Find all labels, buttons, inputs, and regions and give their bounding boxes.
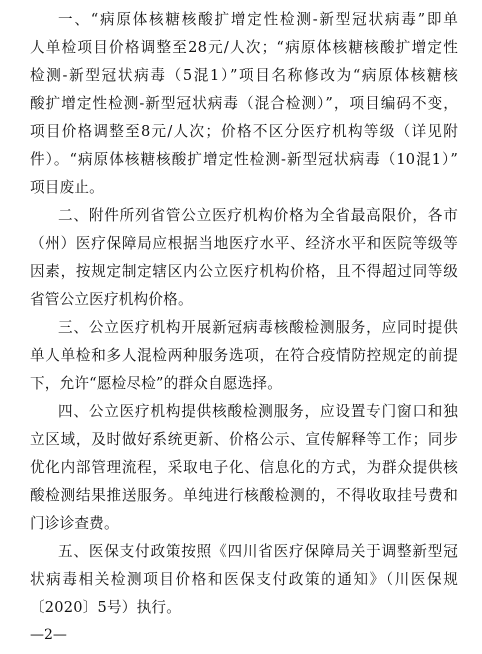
paragraph-4-line-2: 立区域，及时做好系统更新、价格公示、宣传解释等工作；同步 bbox=[30, 431, 458, 448]
paragraph-2-line-2: （州）医疗保障局应根据当地医疗水平、经济水平和医院等级等 bbox=[30, 235, 458, 252]
paragraph-4-line-3: 优化内部管理流程，采取电子化、信息化的方式，为群众提供核 bbox=[30, 459, 458, 476]
paragraph-1-line-2: 人单检项目价格调整至28元/人次；“病原体核糖核酸扩增定性 bbox=[30, 39, 458, 56]
paragraph-5-line-3: 〔2020〕5号）执行。 bbox=[30, 599, 181, 616]
paragraph-1-line-4: 酸扩增定性检测-新型冠状病毒（混合检测）”，项目编码不变， bbox=[30, 95, 458, 112]
paragraph-1-line-1: 一、“病原体核糖核酸扩增定性检测-新型冠状病毒”即单 bbox=[58, 11, 458, 28]
paragraph-1-line-6: 件）。“病原体核糖核酸扩增定性检测-新型冠状病毒（10混1）” bbox=[30, 151, 458, 168]
paragraph-3-line-1: 三、公立医疗机构开展新冠病毒核酸检测服务，应同时提供 bbox=[58, 319, 458, 336]
paragraph-5-line-2: 状病毒相关检测项目价格和医保支付政策的通知》（川医保规 bbox=[30, 571, 458, 588]
paragraph-1-line-5: 项目价格调整至8元/人次；价格不区分医疗机构等级（详见附 bbox=[30, 123, 458, 140]
page-number: —2— bbox=[30, 627, 67, 643]
paragraph-2-line-3: 因素，按规定制定辖区内公立医疗机构价格，且不得超过同等级 bbox=[30, 263, 458, 280]
paragraph-3-line-2: 单人单检和多人混检两种服务选项，在符合疫情防控规定的前提 bbox=[30, 347, 458, 364]
paragraph-1-line-7: 项目废止。 bbox=[30, 179, 104, 196]
paragraph-3-line-3: 下，允许“愿检尽检”的群众自愿选择。 bbox=[30, 375, 283, 392]
paragraph-5-line-1: 五、医保支付政策按照《四川省医疗保障局关于调整新型冠 bbox=[58, 543, 458, 560]
paragraph-2-line-1: 二、附件所列省管公立医疗机构价格为全省最高限价，各市 bbox=[58, 207, 458, 224]
paragraph-4-line-4: 酸检测结果推送服务。单纯进行核酸检测的，不得收取挂号费和 bbox=[30, 487, 458, 504]
paragraph-4-line-1: 四、公立医疗机构提供核酸检测服务，应设置专门窗口和独 bbox=[58, 403, 458, 420]
paragraph-2-line-4: 省管公立医疗机构价格。 bbox=[30, 291, 193, 308]
paragraph-1-line-3: 检测-新型冠状病毒（5混1）”项目名称修改为“病原体核糖核 bbox=[30, 67, 458, 84]
paragraph-4-line-5: 门诊诊查费。 bbox=[30, 515, 119, 532]
